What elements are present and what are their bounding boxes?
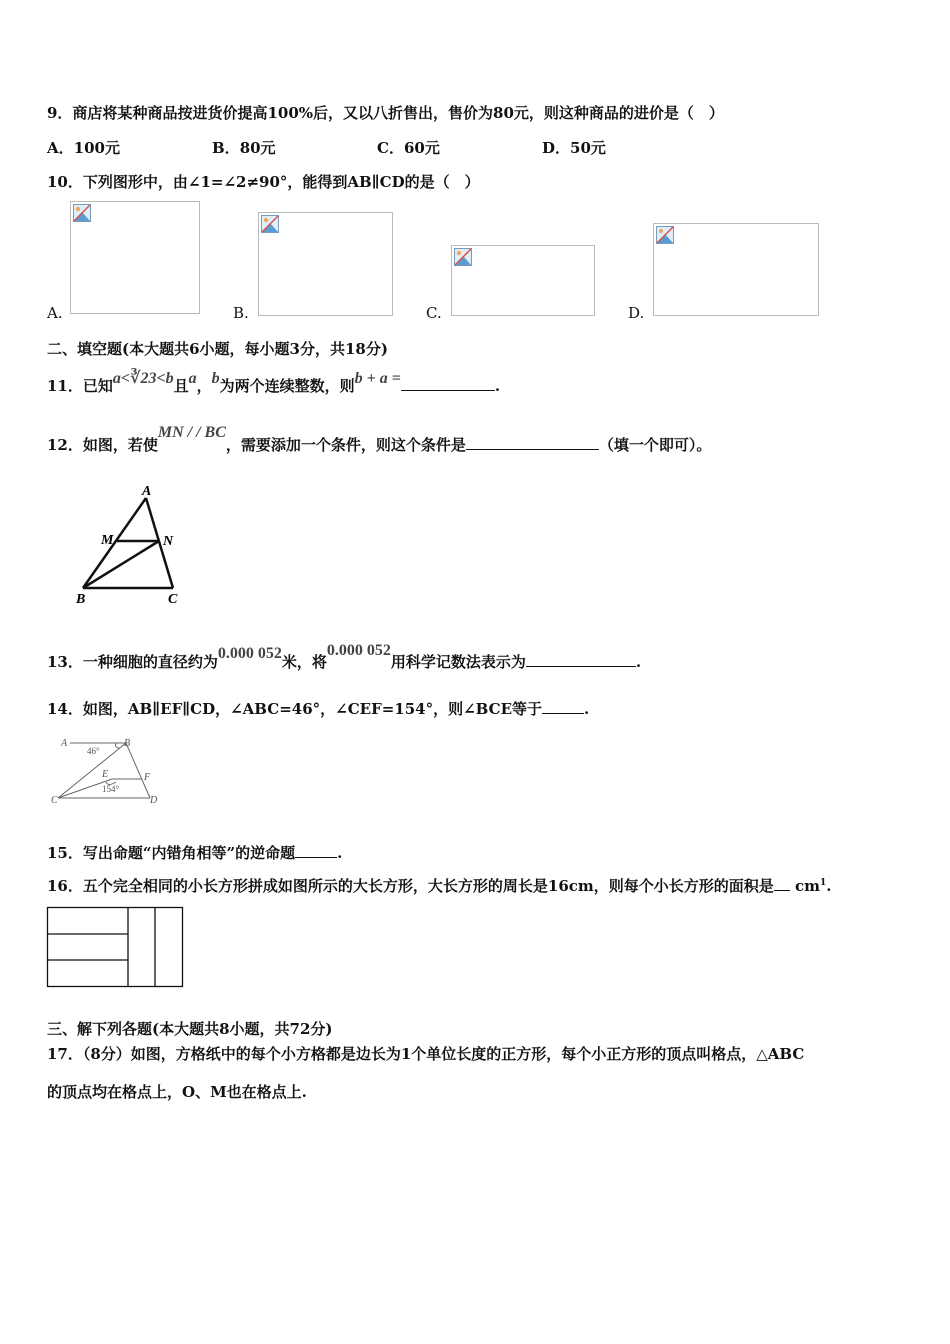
angle-46: 46° <box>87 746 100 756</box>
label-b: B <box>76 592 86 606</box>
q11-answer-blank <box>401 376 495 391</box>
q9-option-d: D．50元 <box>542 139 606 157</box>
q10-letter-c: C. <box>426 304 442 322</box>
q15-line: 15．写出命题“内错角相等”的逆命题 . <box>47 844 343 862</box>
label-n: N <box>163 534 174 549</box>
q10-letter-d: D. <box>628 304 645 322</box>
label-d: D <box>150 795 158 806</box>
q9-option-c: C．60元 <box>377 139 440 157</box>
label-a: A <box>142 484 152 499</box>
label-m: M <box>101 533 114 548</box>
q9-option-a: A．100元 <box>47 139 120 157</box>
label-c: C <box>51 795 58 806</box>
q10-figure-c <box>451 245 595 316</box>
q10-letter-a: A. <box>47 304 63 322</box>
q14-line: 14．如图，AB∥EF∥CD，∠ABC=46°，∠CEF=154°，则∠BCE等于 . <box>47 700 590 718</box>
q16-line: 16．五个完全相同的小长方形拼成如图所示的大长方形，大长方形的周长是16cm，则每个小长方形的面积是 $cm^1$. <box>47 877 832 895</box>
q13-line: 13．一种细胞的直径约为0.000 052米，将0.000 052用科学记数法表示为 . <box>47 642 642 671</box>
section-3-heading: 三、解下列各题(本大题共8小题，共72分) <box>47 1020 333 1038</box>
q10-letter-b: B. <box>233 304 249 322</box>
q10-figure-d <box>653 223 819 316</box>
q14-figure <box>50 734 165 810</box>
q17-line-1: 17．（8分）如图，方格纸中的每个小方格都是边长为1个单位长度的正方形，每个小正方形的顶点叫格点，△ABC <box>47 1045 805 1063</box>
q10-figure-a <box>70 201 200 314</box>
q17-line-2: 的顶点均在格点上，O、M也在格点上. <box>47 1083 307 1101</box>
q13-number-1: 0.000 052 <box>217 645 282 662</box>
q9-option-b: B．80元 <box>212 139 276 157</box>
broken-image-icon <box>261 215 279 233</box>
label-f: F <box>144 772 151 783</box>
q11-line: 11．已知a<∛23<b且a，b为两个连续整数，则b + a = . <box>47 370 501 395</box>
label-a: A <box>61 738 68 749</box>
q16-answer-blank <box>774 876 790 891</box>
q12-triangle-figure <box>70 482 190 606</box>
label-b: B <box>124 738 131 749</box>
q11-expression: b + a = <box>354 370 401 387</box>
q9-stem: 9．商店将某种商品按进货价提高100%后，又以八折售出，售价为80元，则这种商品的进价是（ ） <box>47 104 724 122</box>
q12-line: 12．如图，若使MN / / BC，需要添加一个条件，则这个条件是 （填一个即可）。 <box>47 424 712 454</box>
broken-image-icon <box>656 226 674 244</box>
q13-number-2: 0.000 052 <box>326 642 391 659</box>
label-e: E <box>102 769 109 780</box>
label-c: C <box>168 592 178 606</box>
broken-image-icon <box>73 204 91 222</box>
q10-stem: 10．下列图形中，由∠1=∠2≠90°，能得到AB∥CD的是（ ） <box>47 173 480 191</box>
q16-rectangles-figure <box>46 906 184 988</box>
q11-inequality: a<∛23<b <box>112 370 174 387</box>
q14-answer-blank <box>542 699 584 714</box>
q12-parallel-expression: MN / / BC <box>157 424 226 441</box>
q13-answer-blank <box>526 652 636 667</box>
broken-image-icon <box>454 248 472 266</box>
q12-answer-blank <box>466 435 599 450</box>
angle-154: 154° <box>102 784 120 794</box>
q10-figure-b <box>258 212 393 316</box>
section-2-heading: 二、填空题(本大题共6小题，每小题3分，共18分) <box>47 340 388 358</box>
q15-answer-blank <box>295 843 337 858</box>
